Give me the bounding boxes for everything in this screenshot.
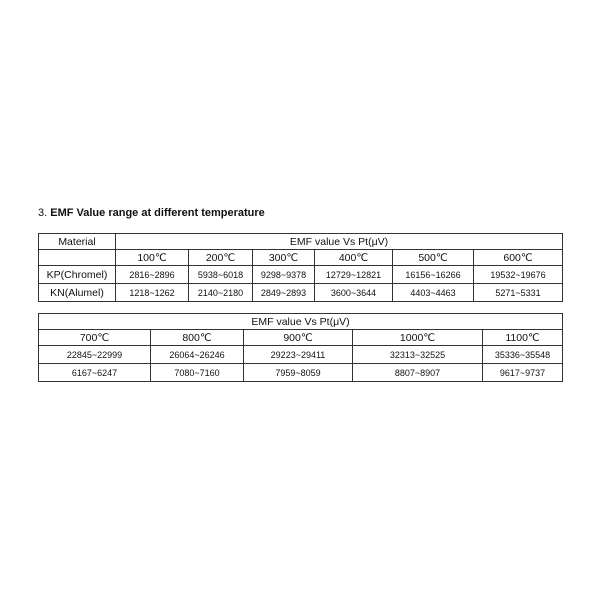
emf-value-cell: 22845~22999 — [39, 346, 151, 364]
emf-value-cell: 9298~9378 — [253, 266, 315, 284]
emf-value-cell: 29223~29411 — [244, 346, 353, 364]
table-row — [39, 346, 563, 364]
material-name: KP(Chromel) — [39, 266, 116, 284]
material-header-spacer — [39, 250, 116, 266]
material-header: Material — [39, 234, 116, 250]
section-heading — [38, 206, 265, 220]
emf-value-cell: 9617~9737 — [483, 364, 563, 382]
section-title: EMF Value range at different temperature — [50, 207, 265, 219]
emf-value-cell: 19532~19676 — [474, 266, 563, 284]
temperature-header: 1000℃ — [353, 330, 483, 346]
emf-value-cell: 7959~8059 — [244, 364, 353, 382]
emf-value-cell: 5271~5331 — [474, 284, 563, 302]
emf-value-cell: 6167~6247 — [39, 364, 151, 382]
temperature-header: 800℃ — [151, 330, 244, 346]
temperature-header: 700℃ — [39, 330, 151, 346]
material-name: KN(Alumel) — [39, 284, 116, 302]
temperature-header: 100℃ — [116, 250, 189, 266]
emf-value-cell: 12729~12821 — [315, 266, 393, 284]
table-row — [39, 266, 563, 284]
temperature-header: 500℃ — [393, 250, 474, 266]
emf-value-cell: 4403~4463 — [393, 284, 474, 302]
table-row — [39, 284, 563, 302]
emf-value-cell: 3600~3644 — [315, 284, 393, 302]
emf-group-header: EMF value Vs Pt(μV) — [39, 314, 563, 330]
emf-value-cell: 16156~16266 — [393, 266, 474, 284]
temperature-header: 600℃ — [474, 250, 563, 266]
emf-table-high-temperature — [38, 313, 563, 382]
temperature-header: 200℃ — [189, 250, 253, 266]
temperature-header: 900℃ — [244, 330, 353, 346]
emf-value-cell: 26064~26246 — [151, 346, 244, 364]
temperature-header: 1100℃ — [483, 330, 563, 346]
temperature-header: 400℃ — [315, 250, 393, 266]
emf-table-low-temperature — [38, 233, 563, 302]
emf-value-cell: 1218~1262 — [116, 284, 189, 302]
emf-value-cell: 32313~32525 — [353, 346, 483, 364]
emf-value-cell: 8807~8907 — [353, 364, 483, 382]
emf-value-cell: 5938~6018 — [189, 266, 253, 284]
emf-group-header: EMF value Vs Pt(μV) — [116, 234, 563, 250]
section-number: 3. — [38, 207, 48, 219]
emf-value-cell: 35336~35548 — [483, 346, 563, 364]
emf-value-cell: 2849~2893 — [253, 284, 315, 302]
emf-value-cell: 2140~2180 — [189, 284, 253, 302]
table-row — [39, 364, 563, 382]
emf-value-cell: 2816~2896 — [116, 266, 189, 284]
emf-value-cell: 7080~7160 — [151, 364, 244, 382]
temperature-header: 300℃ — [253, 250, 315, 266]
